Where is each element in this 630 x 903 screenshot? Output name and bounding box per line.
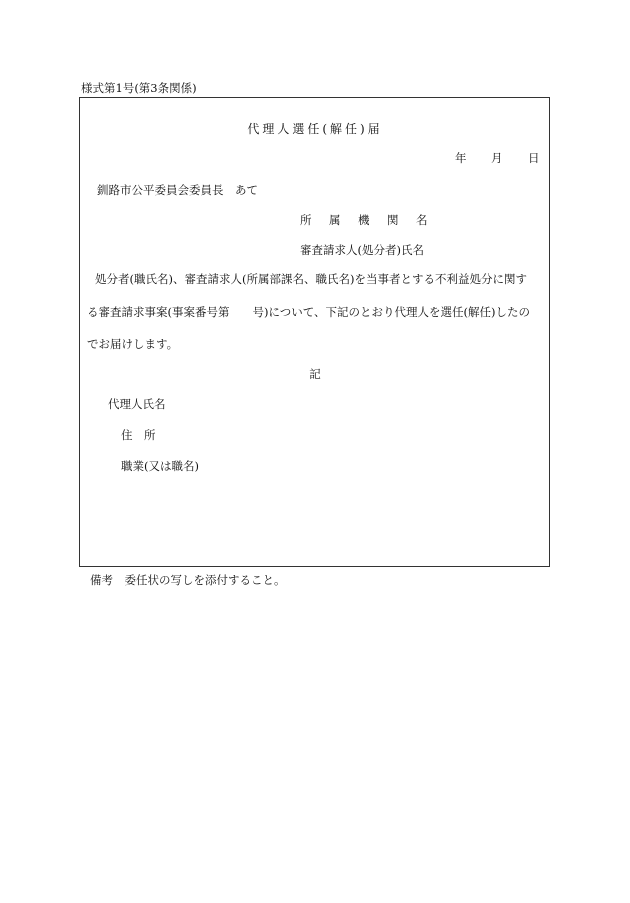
occupation-label: 職業(又は職名) xyxy=(121,459,199,473)
affiliation-char: 機 xyxy=(358,213,370,227)
agent-name-label: 代理人氏名 xyxy=(108,397,166,411)
form-frame xyxy=(79,97,550,567)
body-line-2: る審査請求事案(事案番号第 号)について、下記のとおり代理人を選任(解任)したの xyxy=(87,305,530,319)
affiliation-char: 関 xyxy=(387,213,399,227)
form-number-label: 様式第1号(第3条関係) xyxy=(81,81,197,95)
affiliation-char: 名 xyxy=(416,213,428,227)
body-line-3: でお届けします。 xyxy=(87,337,179,351)
date-line xyxy=(455,150,540,166)
claimant-name-label: 審査請求人(処分者)氏名 xyxy=(300,243,424,257)
remarks-note: 備考 委任状の写しを添付すること。 xyxy=(90,573,286,587)
addressee: 釧路市公平委員会委員長 あて xyxy=(97,183,258,197)
form-title: 代理人選任(解任)届 xyxy=(247,122,383,136)
date-month: 月 xyxy=(491,151,503,165)
address-label: 住 所 xyxy=(121,428,156,442)
date-year: 年 xyxy=(455,151,467,165)
date-day: 日 xyxy=(528,151,540,165)
ki-heading: 記 xyxy=(309,367,321,381)
affiliation-char: 所 xyxy=(300,213,312,227)
body-line-1: 処分者(職氏名)、審査請求人(所属部課名、職氏名)を当事者とする不利益処分に関す xyxy=(95,272,527,286)
affiliation-label xyxy=(300,212,428,228)
affiliation-char: 属 xyxy=(329,213,341,227)
